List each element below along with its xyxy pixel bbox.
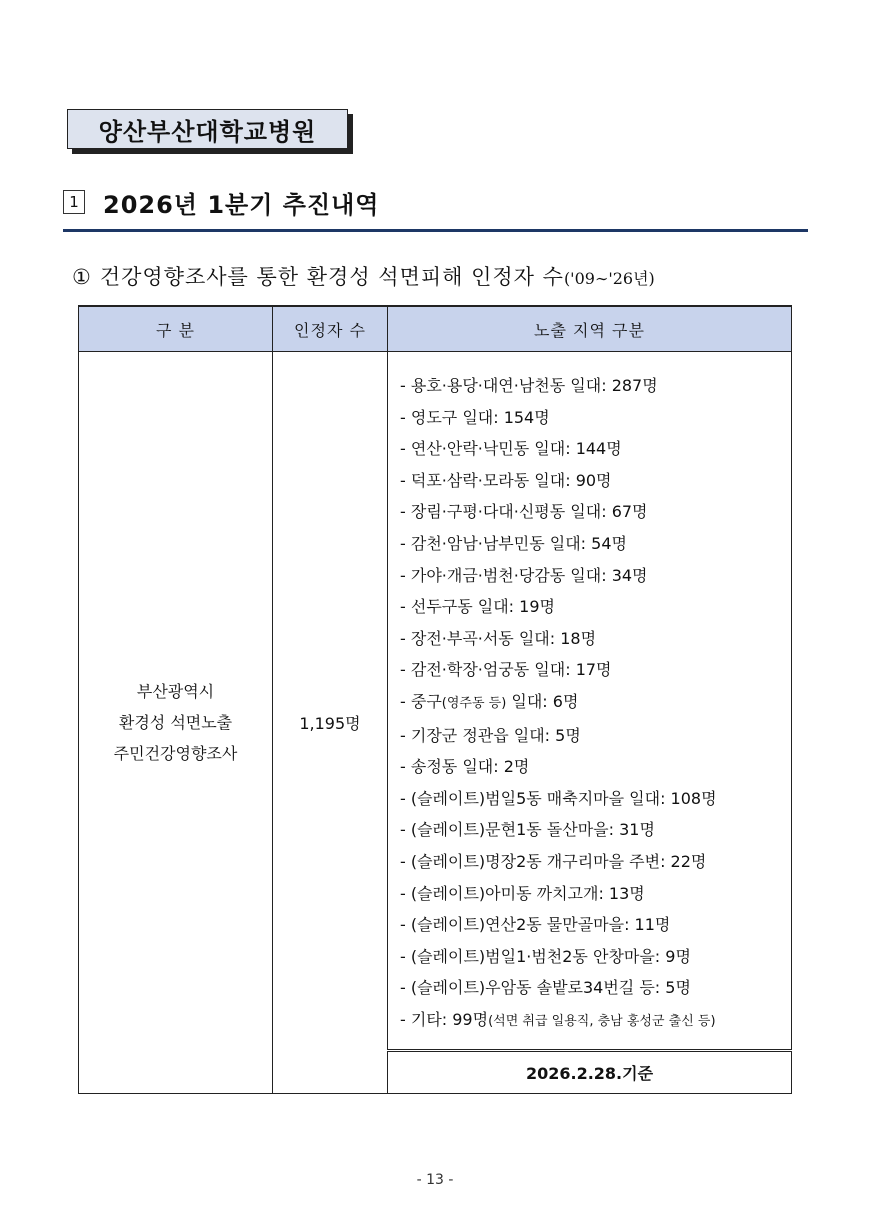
list-item	[388, 654, 791, 686]
document-title: 양산부산대학교병원	[98, 117, 317, 146]
region-text: - (슬레이트)명장2동 개구리마을 주변: 22명	[400, 851, 707, 871]
asbestos-table	[78, 305, 792, 1094]
section-number: 1	[63, 190, 85, 214]
list-item	[388, 941, 791, 973]
region-text: - 감전·학장·엄궁동 일대: 17명	[400, 660, 612, 680]
region-text: - 장림·구평·다대·신평동 일대: 67명	[400, 502, 648, 522]
region-text: - (슬레이트)우암동 솔밭로34번길 등: 5명	[400, 978, 691, 998]
category-cell	[79, 352, 273, 1094]
list-item	[388, 496, 791, 528]
region-text-tail: 일대: 6명	[506, 691, 579, 711]
subsection-period: ('09∼'26년)	[563, 269, 655, 288]
region-text: - 송정동 일대: 2명	[400, 757, 530, 777]
region-text: - (슬레이트)범일1·범천2동 안창마을: 9명	[400, 946, 691, 966]
page-number: - 13 -	[416, 1172, 454, 1188]
region-list	[388, 370, 791, 1037]
count-cell	[273, 352, 388, 1094]
region-text: - 선두구동 일대: 19명	[400, 597, 555, 617]
subsection-heading	[72, 261, 655, 291]
header-count: 인정자 수	[273, 306, 388, 352]
standard-date: 2026.2.28.기준	[525, 1064, 654, 1084]
table-row	[79, 352, 792, 1051]
list-item	[388, 465, 791, 497]
header-category: 구 분	[79, 306, 273, 352]
section-title: 2026년 1분기 추진내역	[103, 191, 380, 219]
regions-cell	[388, 352, 792, 1051]
category-line: 환경성 석면노출	[118, 713, 233, 733]
standard-date-cell	[388, 1051, 792, 1094]
subsection-marker: ①	[72, 265, 92, 289]
list-item	[388, 402, 791, 434]
list-item	[388, 972, 791, 1004]
list-item	[388, 370, 791, 402]
region-note: (석면 취급 일용직, 충남 홍성군 출신 등)	[488, 1013, 716, 1029]
list-item	[388, 814, 791, 846]
list-item	[388, 1004, 791, 1038]
count-value: 1,195명	[299, 714, 361, 734]
region-text: - 덕포·삼락·모라동 일대: 90명	[400, 470, 612, 490]
list-item	[388, 433, 791, 465]
list-item	[388, 623, 791, 655]
table-header-row	[79, 306, 792, 352]
list-item	[388, 591, 791, 623]
region-text: - (슬레이트)아미동 까치고개: 13명	[400, 883, 645, 903]
list-item	[388, 878, 791, 910]
category-line: 주민건강영향조사	[113, 744, 238, 764]
list-item	[388, 528, 791, 560]
region-text: - (슬레이트)문현1동 돌산마을: 31명	[400, 820, 655, 840]
region-text: - 기타: 99명	[400, 1009, 489, 1029]
region-text: - (슬레이트)범일5동 매축지마을 일대: 108명	[400, 788, 717, 808]
region-note: (영주동 등)	[441, 695, 507, 711]
section-heading	[63, 185, 808, 232]
list-item	[388, 720, 791, 752]
region-text: - 연산·안락·낙민동 일대: 144명	[400, 439, 622, 459]
category-line: 부산광역시	[136, 682, 215, 702]
list-item	[388, 846, 791, 878]
region-text: - 가야·개금·범천·당감동 일대: 34명	[400, 565, 648, 585]
list-item	[388, 686, 791, 720]
list-item	[388, 909, 791, 941]
subsection-title: 건강영향조사를 통한 환경성 석면피해 인정자 수	[99, 265, 564, 289]
region-text: - 중구	[400, 691, 442, 711]
region-text: - 기장군 정관읍 일대: 5명	[400, 725, 581, 745]
region-text: - 장전·부곡·서동 일대: 18명	[400, 628, 597, 648]
list-item	[388, 560, 791, 592]
list-item	[388, 751, 791, 783]
list-item	[388, 783, 791, 815]
region-text: - 영도구 일대: 154명	[400, 407, 550, 427]
region-text: - 용호·용당·대연·남천동 일대: 287명	[400, 376, 658, 395]
header-regions: 노출 지역 구분	[388, 306, 792, 352]
region-text: - 감천·암남·남부민동 일대: 54명	[400, 533, 627, 553]
region-text: - (슬레이트)연산2동 물만골마을: 11명	[400, 915, 671, 935]
title-box	[67, 109, 348, 149]
